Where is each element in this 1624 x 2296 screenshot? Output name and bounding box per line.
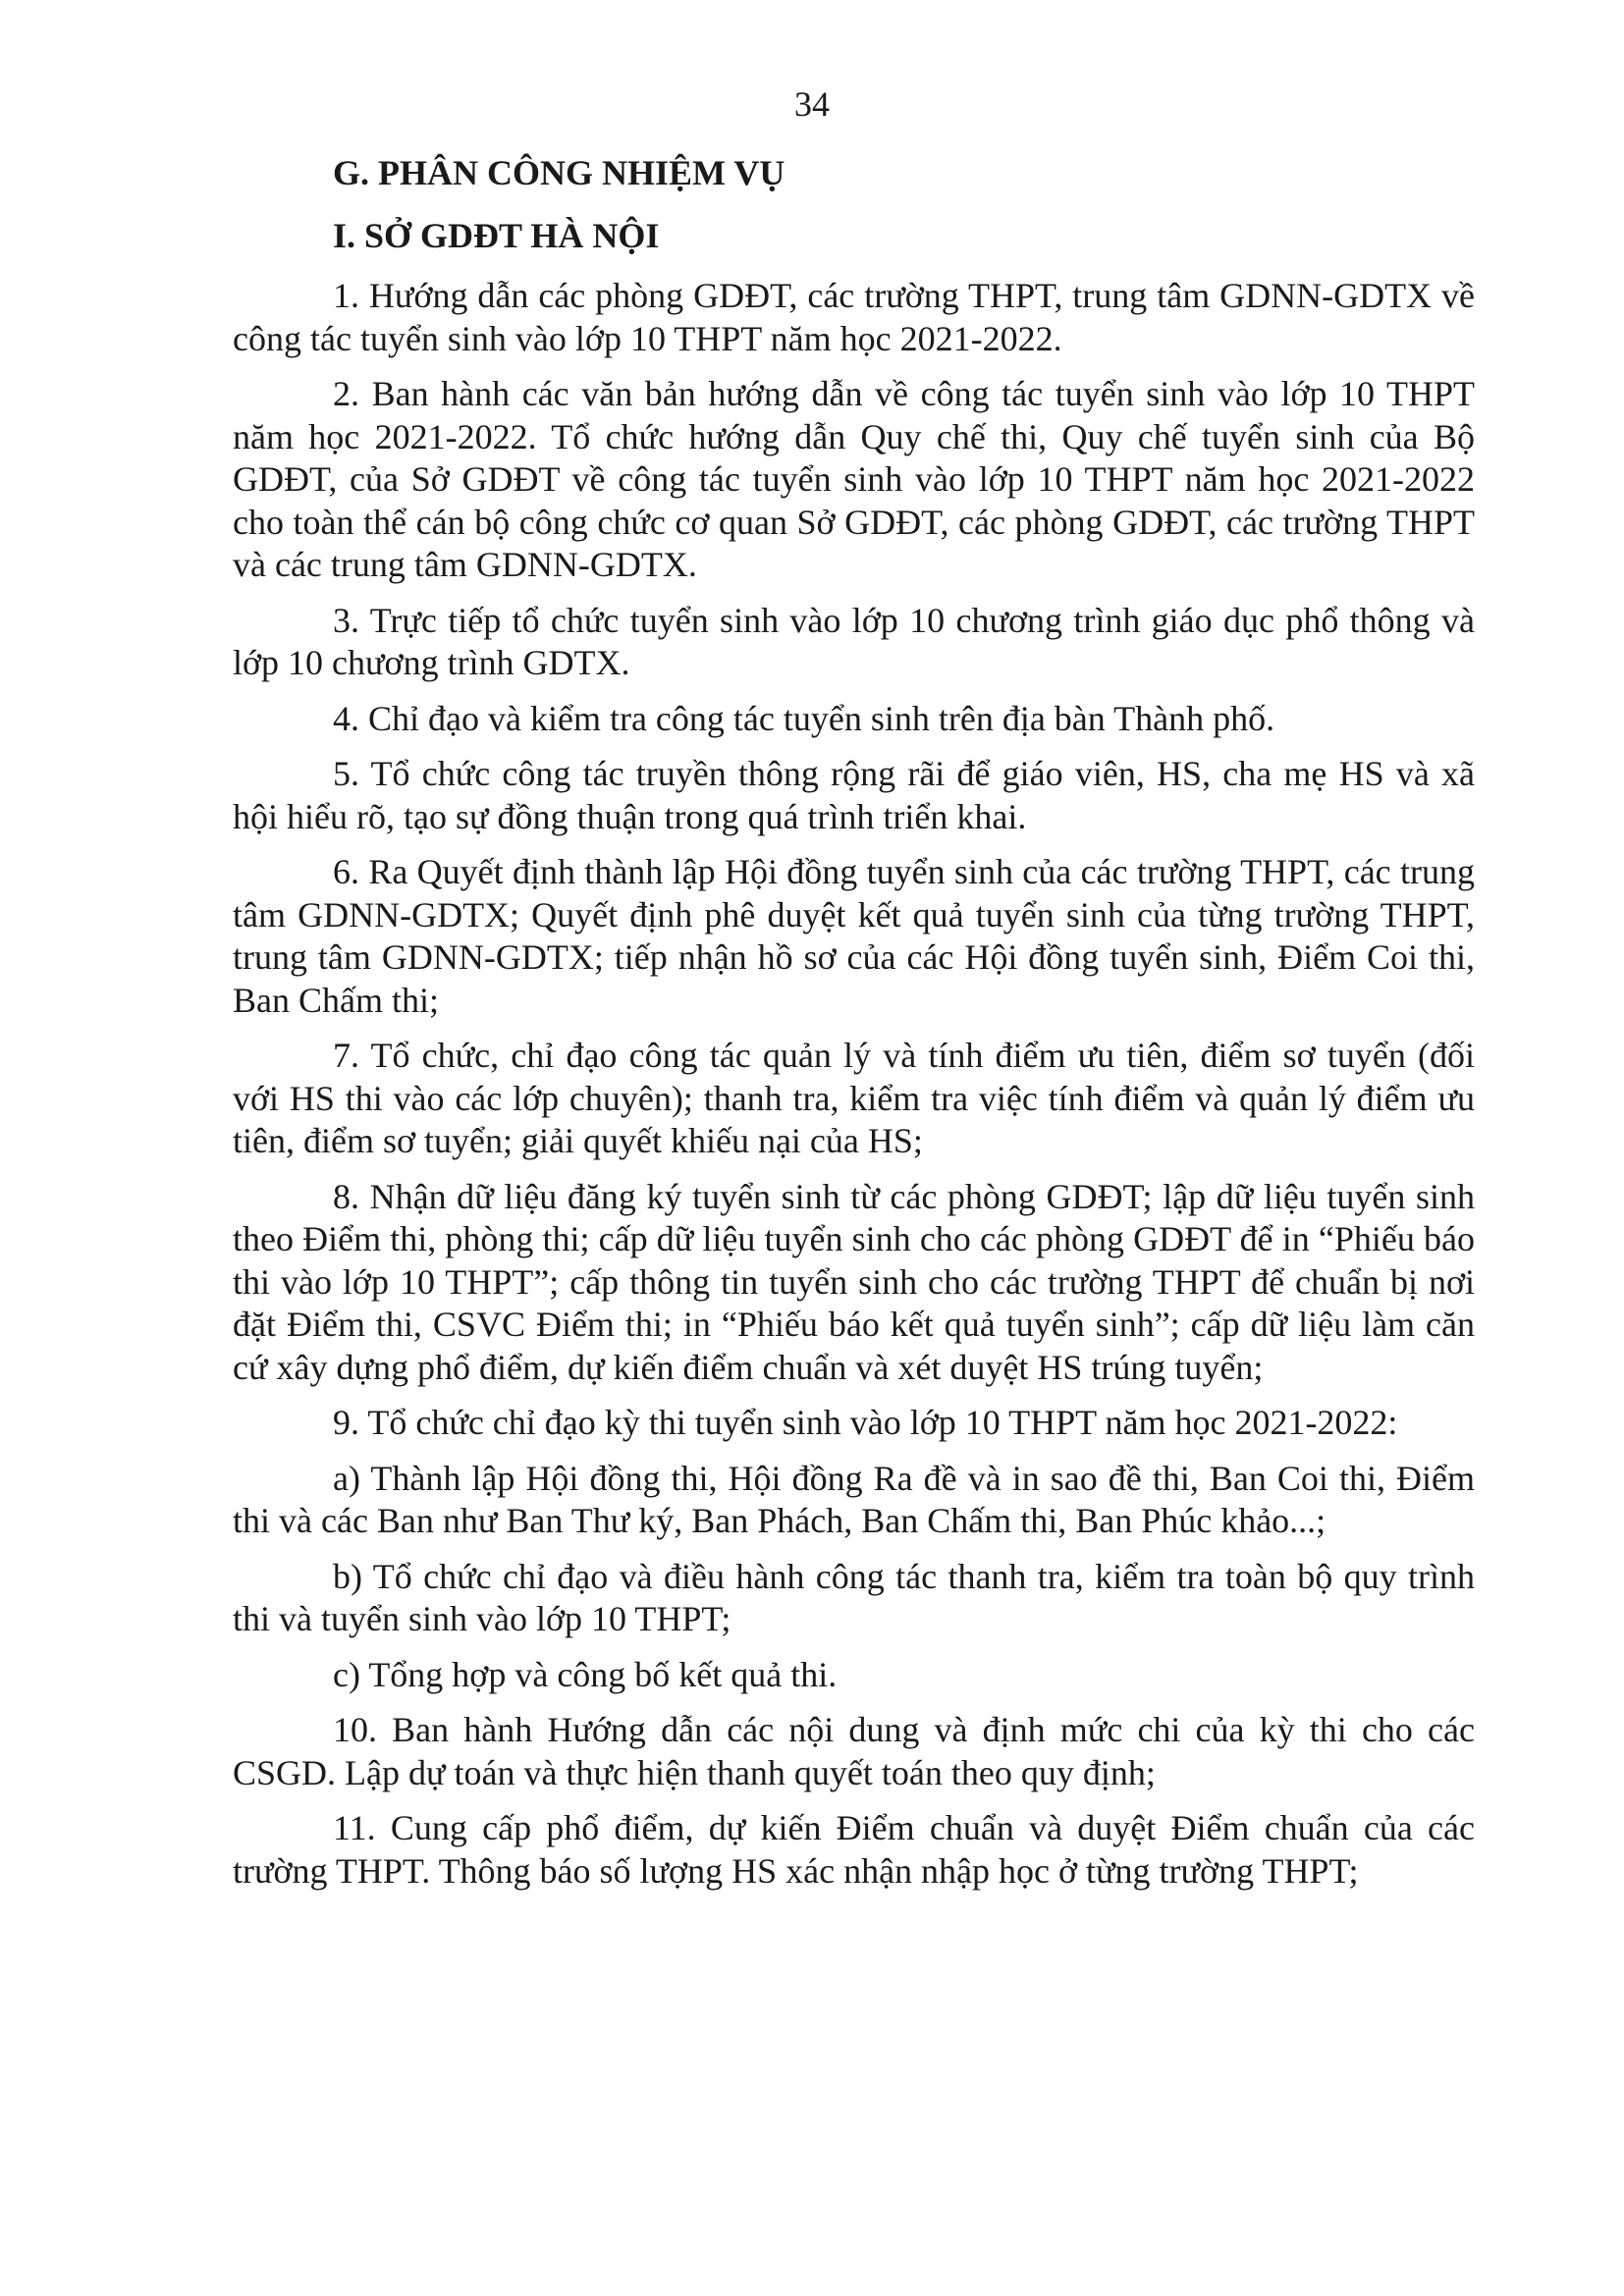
- paragraph-item-5: 5. Tổ chức công tác truyền thông rộng rãi để giáo viên, HS, cha mẹ HS và xã hội hiểu rõ, tạo sự đồng thuận trong quá trình triển khai.: [233, 754, 1475, 836]
- paragraph-item-3: 3. Trực tiếp tổ chức tuyển sinh vào lớp 10 chương trình giáo dục phổ thông và lớp 10 chương trình GDTX.: [233, 600, 1475, 682]
- paragraph-item-1: 1. Hướng dẫn các phòng GDĐT, các trường THPT, trung tâm GDNN-GDTX về công tác tuyển sinh vào lớp 10 THPT năm học 2021-2022.: [233, 276, 1475, 358]
- paragraph-item-8: 8. Nhận dữ liệu đăng ký tuyển sinh từ các phòng GDĐT; lập dữ liệu tuyển sinh theo Điểm thi, phòng thi; cấp dữ liệu tuyển sinh cho các phòng GDĐT để in “Phiếu báo thi vào lớp 10 THPT”; cấp thông tin tuyển sinh cho các trường THPT để chuẩn bị nơi đặt Điểm thi, CSVC Điểm thi; in “Phiếu báo kết quả tuyển sinh”; cấp dữ liệu làm căn cứ xây dựng phổ điểm, dự kiến điểm chuẩn và xét duyệt HS trúng tuyển;: [233, 1176, 1475, 1387]
- section-heading: G. PHÂN CÔNG NHIỆM VỤ: [333, 153, 785, 192]
- paragraph-item-10: 10. Ban hành Hướng dẫn các nội dung và định mức chi của kỳ thi cho các CSGD. Lập dự toán và thực hiện thanh quyết toán theo quy định;: [233, 1710, 1475, 1792]
- paragraph-item-9a: a) Thành lập Hội đồng thi, Hội đồng Ra đề và in sao đề thi, Ban Coi thi, Điểm thi và các Ban như Ban Thư ký, Ban Phách, Ban Chấm thi, Ban Phúc khảo...;: [233, 1458, 1475, 1540]
- document-body: [233, 149, 1475, 1905]
- paragraph-item-11: 11. Cung cấp phổ điểm, dự kiến Điểm chuẩn và duyệt Điểm chuẩn của các trường THPT. Thông báo số lượng HS xác nhận nhập học ở từng trường THPT;: [233, 1808, 1475, 1891]
- paragraph-item-9b: b) Tổ chức chỉ đạo và điều hành công tác thanh tra, kiểm tra toàn bộ quy trình thi và tuyển sinh vào lớp 10 THPT;: [233, 1556, 1475, 1638]
- paragraph-item-9c: c) Tổng hợp và công bố kết quả thi.: [333, 1654, 838, 1694]
- subsection-heading: I. SỞ GDĐT HÀ NỘI: [333, 216, 660, 255]
- page-number: 34: [794, 84, 830, 124]
- paragraph-item-9: 9. Tổ chức chỉ đạo kỳ thi tuyển sinh vào lớp 10 THPT năm học 2021-2022:: [333, 1403, 1398, 1442]
- paragraph-item-4: 4. Chỉ đạo và kiểm tra công tác tuyển sinh trên địa bàn Thành phố.: [333, 698, 1275, 738]
- paragraph-item-2: 2. Ban hành các văn bản hướng dẫn về công tác tuyển sinh vào lớp 10 THPT năm học 2021-2022. Tổ chức hướng dẫn Quy chế thi, Quy chế tuyển sinh của Bộ GDĐT, của Sở GDĐT về công tác tuyển sinh vào lớp 10 THPT năm học 2021-2022 cho toàn thể cán bộ công chức cơ quan Sở GDĐT, các phòng GDĐT, các trường THPT và các trung tâm GDNN-GDTX.: [233, 374, 1475, 584]
- paragraph-item-6: 6. Ra Quyết định thành lập Hội đồng tuyển sinh của các trường THPT, các trung tâm GDNN-GDTX; Quyết định phê duyệt kết quả tuyển sinh của từng trường THPT, trung tâm GDNN-GDTX; tiếp nhận hồ sơ của các Hội đồng tuyển sinh, Điểm Coi thi, Ban Chấm thi;: [233, 852, 1475, 1020]
- paragraph-item-7: 7. Tổ chức, chỉ đạo công tác quản lý và tính điểm ưu tiên, điểm sơ tuyển (đối với HS thi vào các lớp chuyên); thanh tra, kiểm tra việc tính điểm và quản lý điểm ưu tiên, điểm sơ tuyển; giải quyết khiếu nại của HS;: [233, 1036, 1475, 1160]
